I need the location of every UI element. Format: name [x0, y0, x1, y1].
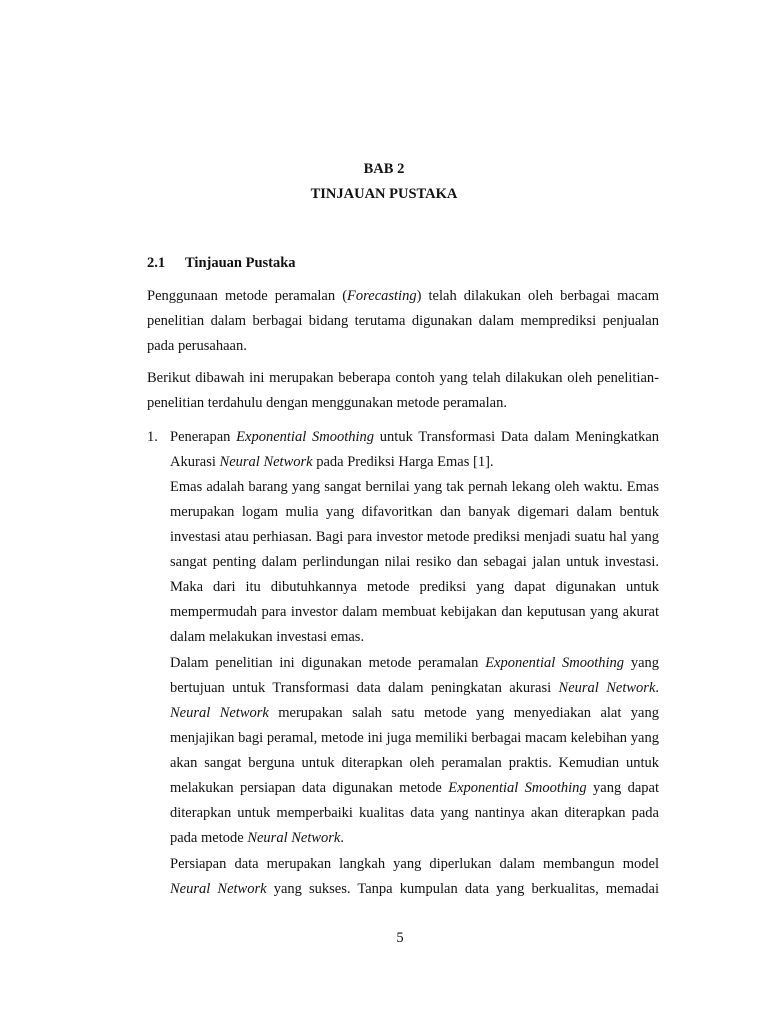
italic-term: Neural Network — [219, 454, 313, 470]
section-number: 2.1 — [147, 255, 166, 271]
text-run: Dalam penelitian ini digunakan metode peramalan — [170, 655, 486, 671]
text-run: untuk Transformasi Data dalam Meningkatkan Akurasi — [170, 429, 660, 470]
italic-term: Neural Network — [558, 680, 656, 696]
text-run: Penerapan — [170, 429, 237, 445]
italic-term: Neural Network — [170, 881, 267, 897]
paragraph-penelitian — [170, 651, 659, 851]
paragraph-forecasting — [147, 284, 659, 359]
text-run: pada Prediksi Harga Emas [1]. — [312, 454, 494, 470]
italic-term: Exponential Smoothing — [485, 655, 625, 671]
italic-term: Forecasting — [347, 288, 417, 304]
text-run: yang sukses. Tanpa kumpulan data yang berkualitas, memadai — [266, 881, 660, 897]
italic-term: Neural Network — [170, 705, 269, 721]
paragraph-emas: Emas adalah barang yang sangat bernilai yang tak pernah lekang oleh waktu. Emas merupakan logam mulia yang difavoritkan dan banyak digemari dalam bentuk investasi atau perhiasan. Bagi para investor metode prediksi menjadi suatu hal yang sangat penting dalam perlindungan nilai resiko dan sebagai jalan untuk investasi. Maka dari itu dibutuhkannya metode prediksi yang dapat digunakan untuk mempermudah para investor dalam membuat kebijakan dan keputusan yang akurat dalam melakukan investasi emas. — [170, 479, 659, 645]
italic-term: Exponential Smoothing — [448, 780, 587, 796]
list-number: 1. — [147, 429, 158, 445]
paragraph-intro-examples: Berikut dibawah ini merupakan beberapa contoh yang telah dilakukan oleh penelitian-penelitian terdahulu dengan menggunakan metode peramalan. — [147, 370, 659, 411]
text-run: . — [340, 830, 344, 846]
text-run: merupakan salah satu metode yang menyediakan alat yang menjajikan bagi peramal, metode ini juga memiliki berbagai macam kelebihan yang akan sangat berguna untuk diterapkan oleh peramalan praktis. Kemudian untuk melakukan persiapan data digunakan metode — [170, 705, 659, 796]
italic-term: Neural Network — [247, 830, 341, 846]
text-run: yang dapat diterapkan untuk memperbaiki kualitas data yang nantinya akan diterapkan pada pada metode — [170, 780, 659, 846]
chapter-number: BAB 2 — [363, 161, 405, 177]
italic-term: Exponential Smoothing — [236, 429, 375, 445]
text-run: Persiapan data merupakan langkah yang diperlukan dalam membangun model — [170, 856, 659, 872]
text-run: ) telah dilakukan oleh berbagai macam penelitian dalam berbagai bidang terutama digunakan dalam memprediksi penjualan pada perusahaan. — [147, 288, 659, 354]
text-run: . — [655, 680, 660, 696]
section-heading — [147, 255, 296, 272]
chapter-title: TINJAUAN PUSTAKA — [310, 186, 458, 202]
page-number: 5 — [396, 930, 404, 946]
section-title: Tinjauan Pustaka — [185, 255, 296, 271]
list-item-heading — [170, 425, 659, 475]
text-run: yang bertujuan untuk Transformasi data dalam peningkatan akurasi — [170, 655, 659, 696]
text-run: Penggunaan metode peramalan ( — [147, 288, 348, 304]
paragraph-persiapan — [170, 852, 659, 902]
